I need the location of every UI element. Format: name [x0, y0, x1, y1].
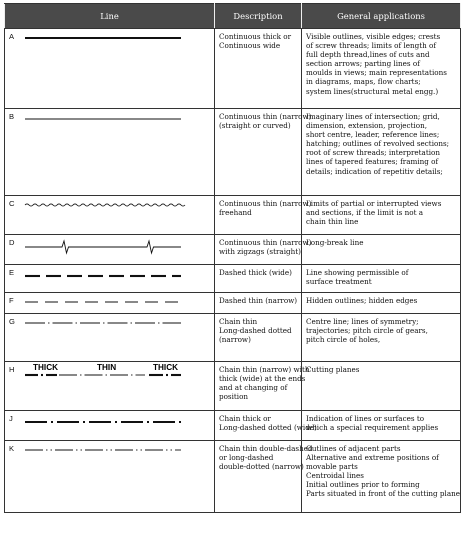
description-cell — [215, 411, 317, 441]
line-sample — [5, 441, 213, 511]
application-text: section arrows; parting lines of — [306, 59, 420, 69]
row-letter: C — [9, 199, 15, 208]
line-sample-cell — [5, 362, 215, 411]
line-sample-cell — [5, 411, 215, 441]
row-letter: E — [9, 268, 15, 277]
description-text: (straight or curved) — [219, 121, 291, 131]
table-row — [5, 314, 461, 362]
line-sample — [5, 109, 213, 194]
description-text: freehand — [219, 208, 252, 218]
description-text: Chain thin — [219, 317, 258, 326]
table-row — [5, 109, 461, 196]
description-cell — [215, 441, 313, 513]
freehand-line — [25, 204, 185, 206]
description-text: Continuous thin (narrow) — [219, 199, 312, 208]
line-sample-cell — [5, 293, 215, 314]
description-text: Chain thin double-dashed — [219, 444, 313, 453]
application-text: pitch circle of holes, — [306, 335, 381, 345]
application-text: system lines(structural metal engg.) — [306, 86, 439, 96]
application-text: dimension, extension, projection, — [306, 121, 428, 131]
applications-cell — [302, 196, 461, 235]
line-types-table — [4, 3, 461, 513]
applications-cell — [302, 109, 461, 196]
line-sample — [5, 293, 213, 312]
header-applications: General applications — [302, 4, 461, 29]
description-text: double-dotted (narrow) — [219, 462, 304, 472]
description-cell — [215, 293, 302, 314]
row-letter: B — [9, 112, 15, 121]
header-line: Line — [5, 4, 215, 29]
applications-cell — [302, 293, 461, 314]
description-cell — [215, 29, 302, 109]
application-text: short centre, leader, reference lines; — [306, 130, 440, 140]
table-row — [5, 293, 461, 314]
description-text: Dashed thin (narrow) — [219, 296, 298, 305]
description-text: or long-dashed — [219, 453, 274, 463]
description-text: position — [219, 392, 249, 402]
application-text: chain thin line — [306, 217, 359, 227]
application-text: trajectories; pitch circle of gears, — [306, 326, 428, 336]
line-sample-cell — [5, 314, 215, 362]
line-sample-cell — [5, 29, 215, 109]
application-text: and sections, if the limit is not a — [306, 208, 424, 218]
application-text: details; indication of repetitiv details; — [306, 166, 443, 176]
applications-cell — [302, 362, 461, 411]
description-text: and at changing of — [219, 383, 288, 393]
row-letter: K — [9, 444, 15, 453]
description-text: Chain thin (narrow) with — [219, 365, 310, 374]
application-text: Long-break line — [306, 238, 364, 247]
line-sample-cell — [5, 265, 215, 293]
application-text: Outlines of adjacent parts — [306, 444, 401, 453]
description-cell — [215, 362, 310, 411]
application-text: moulds in views; main representations — [306, 68, 447, 78]
application-text: surface treatment — [306, 277, 372, 287]
description-cell — [215, 265, 302, 293]
line-sample — [5, 29, 213, 107]
application-text: which a special requirement applies — [306, 423, 439, 433]
description-text: Long-dashed dotted — [219, 326, 292, 336]
application-text: Hidden outlines; hidden edges — [306, 296, 418, 305]
description-text: (narrow) — [219, 335, 251, 345]
description-cell — [215, 314, 302, 362]
row-letter: H — [9, 365, 15, 374]
line-sample-cell — [5, 235, 215, 265]
table-row — [5, 29, 461, 109]
applications-cell — [302, 29, 461, 109]
table-row — [5, 196, 461, 235]
application-text: Line showing permissible of — [306, 268, 409, 277]
table-row — [5, 235, 461, 265]
application-text: full depth thread,lines of cuts and — [306, 50, 430, 60]
line-sample — [5, 265, 213, 291]
application-text: Alternative and extreme positions of — [306, 453, 439, 463]
application-text: in diagrams, maps, flow charts; — [306, 77, 421, 87]
application-text: of screw threads; limits of length of — [306, 41, 437, 51]
description-text: with zigzags (straight) — [219, 247, 301, 257]
line-weight-label: THICK — [33, 363, 59, 372]
description-text: Continuous thin (narrow) — [219, 238, 312, 247]
description-cell — [215, 235, 312, 265]
application-text: Initial outlines prior to forming — [306, 480, 420, 490]
row-letter: D — [9, 238, 15, 247]
application-text: Centroidal lines — [306, 471, 364, 481]
line-weight-label: THICK — [153, 363, 179, 372]
row-letter: G — [9, 317, 15, 326]
description-text: Chain thick or — [219, 414, 271, 423]
zigzag-line — [25, 241, 181, 253]
description-text: Continuous thin (narrow) — [219, 112, 312, 121]
applications-cell — [302, 441, 461, 513]
description-text: Dashed thick (wide) — [219, 268, 292, 277]
application-text: lines of tapered features; framing of — [306, 157, 439, 167]
application-text: Limits of partial or interrupted views — [306, 199, 442, 208]
header-description: Description — [215, 4, 302, 29]
application-text: Cutting planes — [306, 365, 360, 374]
application-text: root of screw threads; interpretation — [306, 148, 440, 158]
description-cell — [215, 196, 312, 235]
description-text: Continuous wide — [219, 41, 281, 51]
line-sample-cell — [5, 196, 215, 235]
row-letter: F — [9, 296, 14, 305]
applications-cell — [302, 265, 461, 293]
applications-cell — [302, 411, 461, 441]
table-row — [5, 362, 461, 411]
line-sample — [5, 362, 213, 409]
line-sample — [5, 314, 213, 360]
application-text: movable parts — [306, 462, 358, 472]
application-text: hatching; outlines of revolved sections; — [306, 139, 450, 149]
application-text: Parts situated in front of the cutting plane — [306, 489, 460, 499]
row-letter: J — [9, 414, 13, 423]
line-sample-cell — [5, 109, 215, 196]
line-sample — [5, 411, 213, 439]
line-sample — [5, 235, 213, 263]
header-row — [5, 4, 461, 29]
applications-cell — [302, 235, 461, 265]
line-sample-cell — [5, 441, 215, 513]
application-text: Indication of lines or surfaces to — [306, 414, 425, 423]
description-text: Continuous thick or — [219, 32, 292, 41]
table-row — [5, 265, 461, 293]
applications-cell — [302, 314, 461, 362]
description-cell — [215, 109, 312, 196]
row-letter: A — [9, 32, 15, 41]
table-row — [5, 441, 461, 513]
application-text: Visible outlines, visible edges; crests — [306, 32, 441, 41]
application-text: Centre line; lines of symmetry; — [306, 317, 419, 326]
description-text: thick (wide) at the ends — [219, 374, 306, 384]
line-weight-label: THIN — [97, 363, 117, 372]
description-text: Long-dashed dotted (wide) — [219, 423, 317, 433]
line-sample — [5, 196, 213, 233]
application-text: Imaginary lines of intersection; grid, — [306, 112, 440, 121]
table-row — [5, 411, 461, 441]
